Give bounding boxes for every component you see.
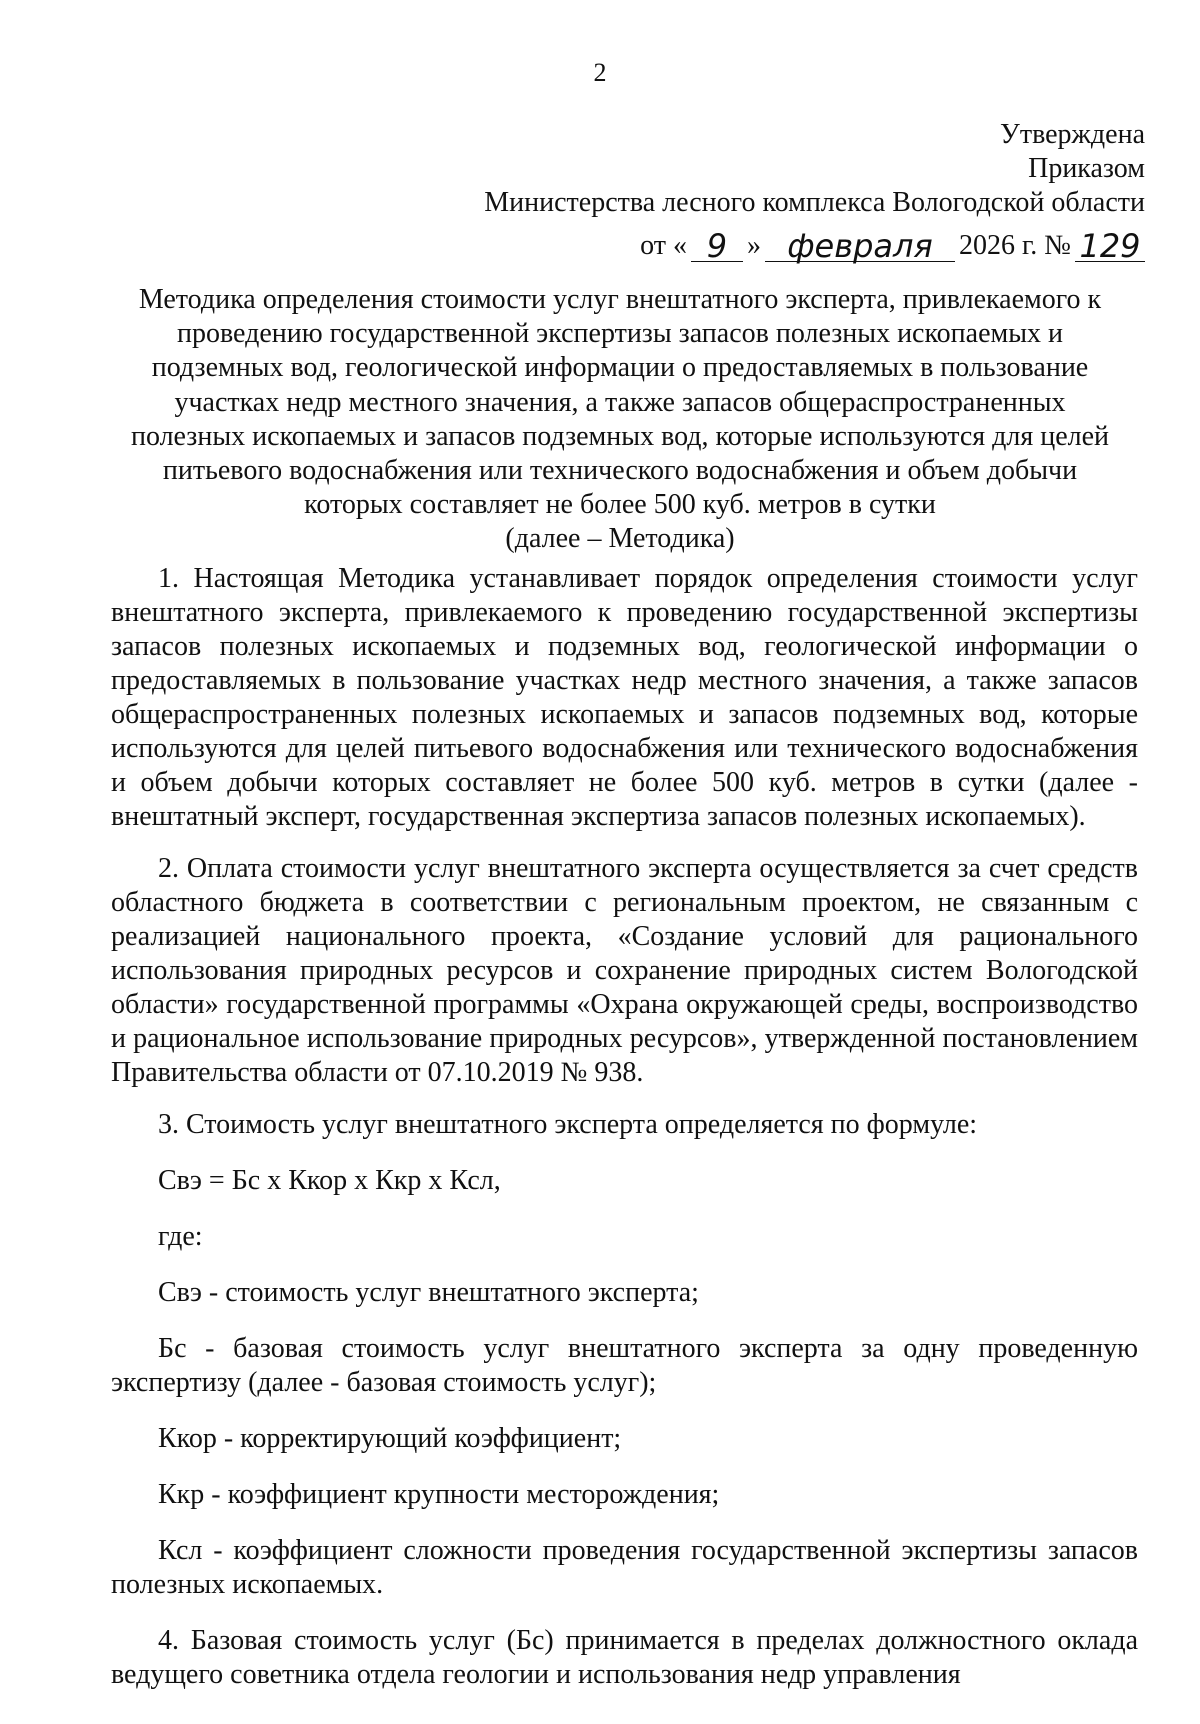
approval-line-2: Приказом	[1028, 153, 1145, 184]
definition-kkr: Ккр - коэффициент крупности месторождения;	[158, 1479, 720, 1510]
paragraph-4: 4. Базовая стоимость услуг (Бс) принимается в пределах должностного оклада ведущего советника отдела геологии и использования недр управления	[111, 1625, 1138, 1690]
order-date-line	[640, 227, 1145, 265]
paragraph-1: 1. Настоящая Методика устанавливает порядок определения стоимости услуг внештатного эксперта, привлекаемого к проведению государственной экспертизы запасов полезных ископаемых и подземных вод, геологической информации о предоставляемых в пользование участках недр местного значения, а также запасов общераспространенных полезных ископаемых и запасов подземных вод, которые используются для целей питьевого водоснабжения или технического водоснабжения и объем добычи которых составляет не более 500 куб. метров в сутки (далее - внештатный эксперт, государственная экспертиза запасов полезных ископаемых).	[111, 563, 1138, 832]
title-line: полезных ископаемых и запасов подземных вод, которые используются для целей	[130, 420, 1110, 452]
paragraph-2: 2. Оплата стоимости услуг внештатного эксперта осуществляется за счет средств областного бюджета в соответствии с региональным проектом, не связанным с реализацией национального проекта, «Создание условий для рационального использования природных ресурсов и сохранение природных систем Вологодской области» государственной программы «Охрана окружающей среды, воспроизводство и рациональное использование природных ресурсов», утвержденной постановлением Правительства области от 07.10.2019 № 938.	[111, 853, 1138, 1088]
title-line: участках недр местного значения, а также запасов общераспространенных	[174, 386, 1066, 418]
handwritten-day: 9	[691, 231, 743, 262]
handwritten-order-number: 129	[1075, 231, 1145, 262]
definition-ksl: Ксл - коэффициент сложности проведения государственной экспертизы запасов полезных ископаемых.	[111, 1535, 1138, 1600]
document-title	[100, 283, 1140, 557]
formula: Свэ = Бс х Ккор х Ккр х Ксл,	[158, 1165, 501, 1196]
definition-sve: Свэ - стоимость услуг внештатного эксперта;	[158, 1277, 699, 1308]
document-body	[111, 562, 1138, 1704]
handwritten-month: февраля	[765, 231, 955, 262]
title-line: питьевого водоснабжения или технического водоснабжения и объем добычи	[162, 455, 1078, 487]
title-line: подземных вод, геологической информации о предоставляемых в пользование	[151, 352, 1089, 384]
title-line: которых составляет не более 500 куб. метров в сутки	[304, 489, 936, 521]
definition-kkor: Ккор - корректирующий коэффициент;	[158, 1423, 622, 1454]
page-number: 2	[593, 58, 607, 87]
title-line: проведению государственной экспертизы запасов полезных ископаемых и	[176, 318, 1064, 350]
paragraph-3: 3. Стоимость услуг внештатного эксперта определяется по формуле:	[158, 1109, 978, 1140]
approval-block	[484, 118, 1145, 220]
approval-line-3: Министерства лесного комплекса Вологодской области	[484, 187, 1145, 218]
order-year-label: 2026 г. №	[958, 230, 1071, 261]
date-quote-close: »	[746, 230, 761, 261]
definition-bs: Бс - базовая стоимость услуг внештатного эксперта за одну проведенную экспертизу (далее - базовая стоимость услуг);	[111, 1333, 1138, 1398]
approval-line-1: Утверждена	[1000, 119, 1145, 150]
where-label: где:	[158, 1221, 203, 1252]
date-prefix: от «	[640, 230, 687, 261]
title-line: (далее – Методика)	[505, 523, 735, 555]
title-line: Методика определения стоимости услуг внештатного эксперта, привлекаемого к	[138, 284, 1102, 315]
